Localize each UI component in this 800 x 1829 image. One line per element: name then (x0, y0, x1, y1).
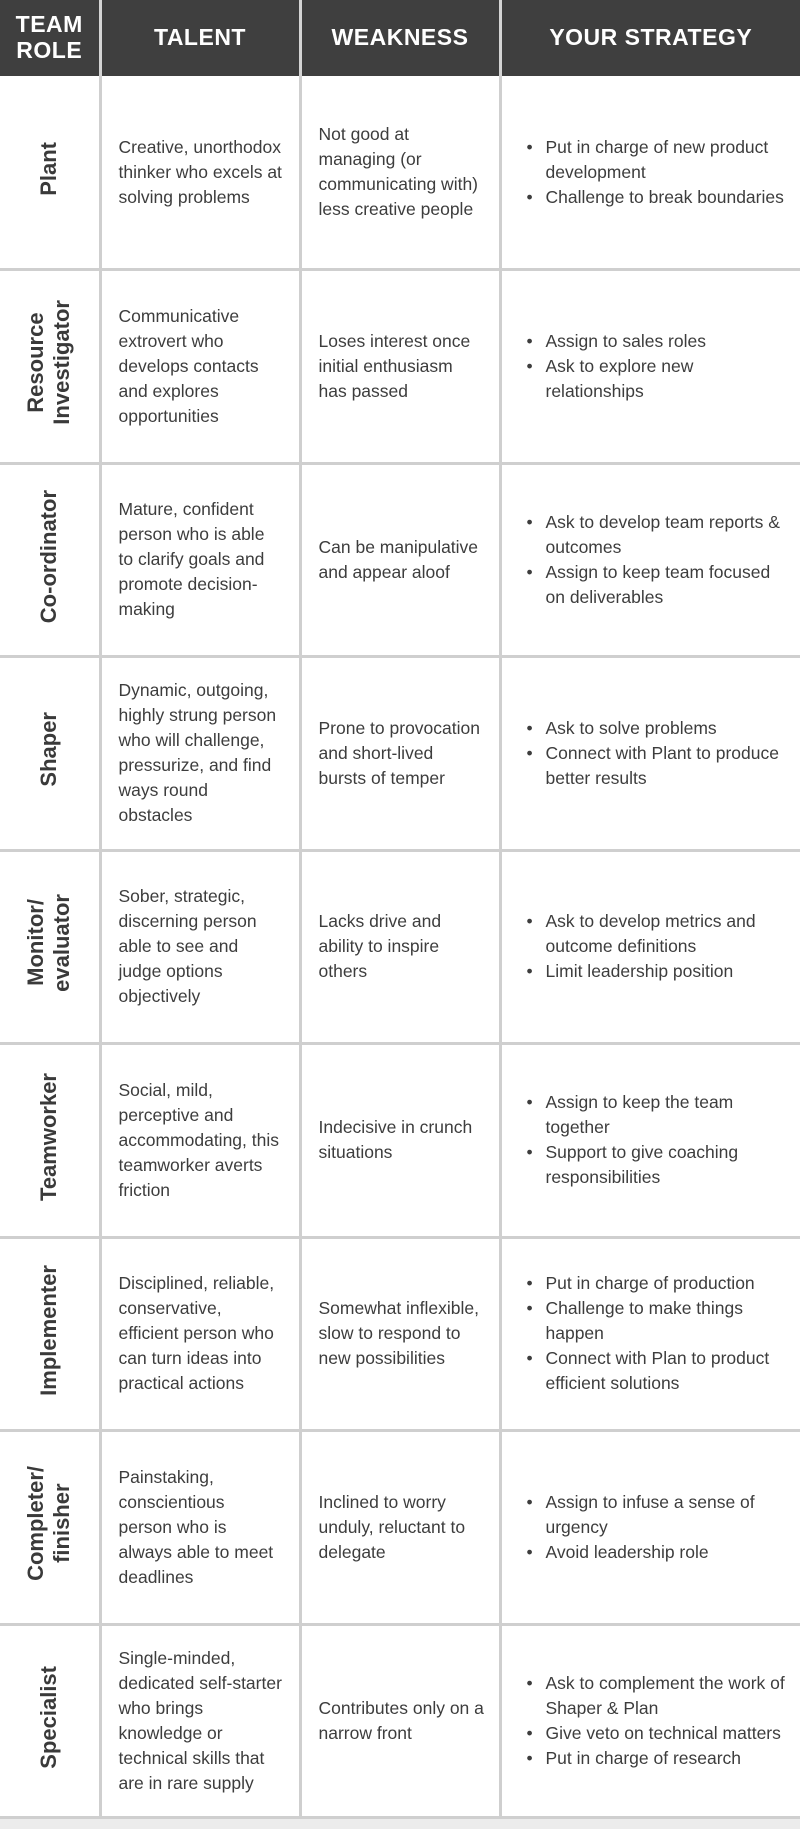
strategy-item: • Assign to sales roles (527, 329, 791, 354)
strategy-item: • Support to give coaching responsibilities (527, 1140, 791, 1190)
role-name: Completer/ finisher (23, 1466, 75, 1582)
header-talent: TALENT (100, 0, 300, 76)
strategy-cell (500, 1044, 800, 1238)
role-name: Monitor/ evaluator (23, 894, 75, 993)
strategy-item: • Challenge to make things happen (527, 1296, 791, 1346)
header-strategy: YOUR STRATEGY (500, 0, 800, 76)
strategy-item: • Put in charge of new product development (527, 135, 791, 185)
strategy-item: • Assign to keep team focused on deliverables (527, 560, 791, 610)
role-cell (0, 1624, 100, 1818)
table-header (0, 0, 800, 76)
strategy-item: • Ask to develop metrics and outcome definitions (527, 909, 791, 959)
role-name: Shaper (36, 712, 62, 788)
weakness-cell: Indecisive in crunch situations (300, 1044, 500, 1238)
strategy-item: • Assign to keep the team together (527, 1090, 791, 1140)
strategy-item: • Ask to complement the work of Shaper & Plan (527, 1671, 791, 1721)
strategy-list (527, 1490, 791, 1565)
strategy-cell (500, 850, 800, 1044)
strategy-item: • Challenge to break boundaries (527, 185, 791, 210)
weakness-cell: Loses interest once initial enthusiasm has passed (300, 270, 500, 464)
strategy-cell (500, 657, 800, 851)
talent-cell: Dynamic, outgoing, highly strung person who will challenge, pressurize, and find ways round obstacles (100, 657, 300, 851)
strategy-item: • Avoid leadership role (527, 1540, 791, 1565)
role-cell (0, 463, 100, 657)
strategy-item: • Ask to explore new relationships (527, 354, 791, 404)
strategy-cell (500, 1624, 800, 1818)
strategy-item: • Assign to infuse a sense of urgency (527, 1490, 791, 1540)
role-cell (0, 270, 100, 464)
role-name: Specialist (36, 1665, 62, 1769)
strategy-cell (500, 76, 800, 270)
talent-cell: Communicative extrovert who develops contacts and explores opportunities (100, 270, 300, 464)
strategy-list (527, 510, 791, 610)
strategy-cell (500, 1431, 800, 1625)
role-name: Teamworker (36, 1072, 62, 1201)
weakness-cell: Contributes only on a narrow front (300, 1624, 500, 1818)
header-row (0, 0, 800, 76)
weakness-cell: Inclined to worry unduly, reluctant to delegate (300, 1431, 500, 1625)
header-weakness: WEAKNESS (300, 0, 500, 76)
role-name: Implementer (36, 1264, 62, 1396)
weakness-cell: Not good at managing (or communicating with) less creative people (300, 76, 500, 270)
strategy-list (527, 1671, 791, 1771)
strategy-list (527, 1271, 791, 1396)
role-cell (0, 76, 100, 270)
strategy-item: • Put in charge of research (527, 1746, 791, 1771)
table-row (0, 1431, 800, 1625)
role-cell (0, 1431, 100, 1625)
role-cell (0, 657, 100, 851)
strategy-item: • Give veto on technical matters (527, 1721, 791, 1746)
strategy-list (527, 329, 791, 404)
table-row (0, 463, 800, 657)
weakness-cell: Can be manipulative and appear aloof (300, 463, 500, 657)
talent-cell: Disciplined, reliable, conservative, efficient person who can turn ideas into practical actions (100, 1237, 300, 1431)
strategy-cell (500, 270, 800, 464)
role-cell (0, 1237, 100, 1431)
table-row (0, 850, 800, 1044)
table-row (0, 657, 800, 851)
strategy-item: • Connect with Plan to product efficient solutions (527, 1346, 791, 1396)
table-body (0, 76, 800, 1818)
header-team-role: TEAM ROLE (0, 0, 100, 76)
role-name: Plant (36, 141, 62, 196)
strategy-item: • Ask to develop team reports & outcomes (527, 510, 791, 560)
table-row (0, 1624, 800, 1818)
table-row (0, 1044, 800, 1238)
strategy-item: • Ask to solve problems (527, 716, 791, 741)
weakness-cell: Lacks drive and ability to inspire others (300, 850, 500, 1044)
talent-cell: Single-minded, dedicated self-starter who brings knowledge or technical skills that are in rare supply (100, 1624, 300, 1818)
talent-cell: Creative, unorthodox thinker who excels at solving problems (100, 76, 300, 270)
table-row (0, 76, 800, 270)
strategy-list (527, 1090, 791, 1190)
role-name: Co-ordinator (36, 489, 62, 623)
talent-cell: Mature, confident person who is able to clarify goals and promote decision-making (100, 463, 300, 657)
talent-cell: Sober, strategic, discerning person able to see and judge options objectively (100, 850, 300, 1044)
role-name: Resource Investigator (23, 300, 75, 426)
strategy-item: • Put in charge of production (527, 1271, 791, 1296)
strategy-item: • Connect with Plant to produce better results (527, 741, 791, 791)
talent-cell: Social, mild, perceptive and accommodating, this teamworker averts friction (100, 1044, 300, 1238)
table-row (0, 270, 800, 464)
strategy-list (527, 909, 791, 984)
role-cell (0, 850, 100, 1044)
weakness-cell: Prone to provocation and short-lived bursts of temper (300, 657, 500, 851)
strategy-list (527, 716, 791, 791)
role-cell (0, 1044, 100, 1238)
weakness-cell: Somewhat inflexible, slow to respond to new possibilities (300, 1237, 500, 1431)
talent-cell: Painstaking, conscientious person who is always able to meet deadlines (100, 1431, 300, 1625)
table-row (0, 1237, 800, 1431)
strategy-cell (500, 463, 800, 657)
strategy-list (527, 135, 791, 210)
strategy-item: • Limit leadership position (527, 959, 791, 984)
strategy-cell (500, 1237, 800, 1431)
